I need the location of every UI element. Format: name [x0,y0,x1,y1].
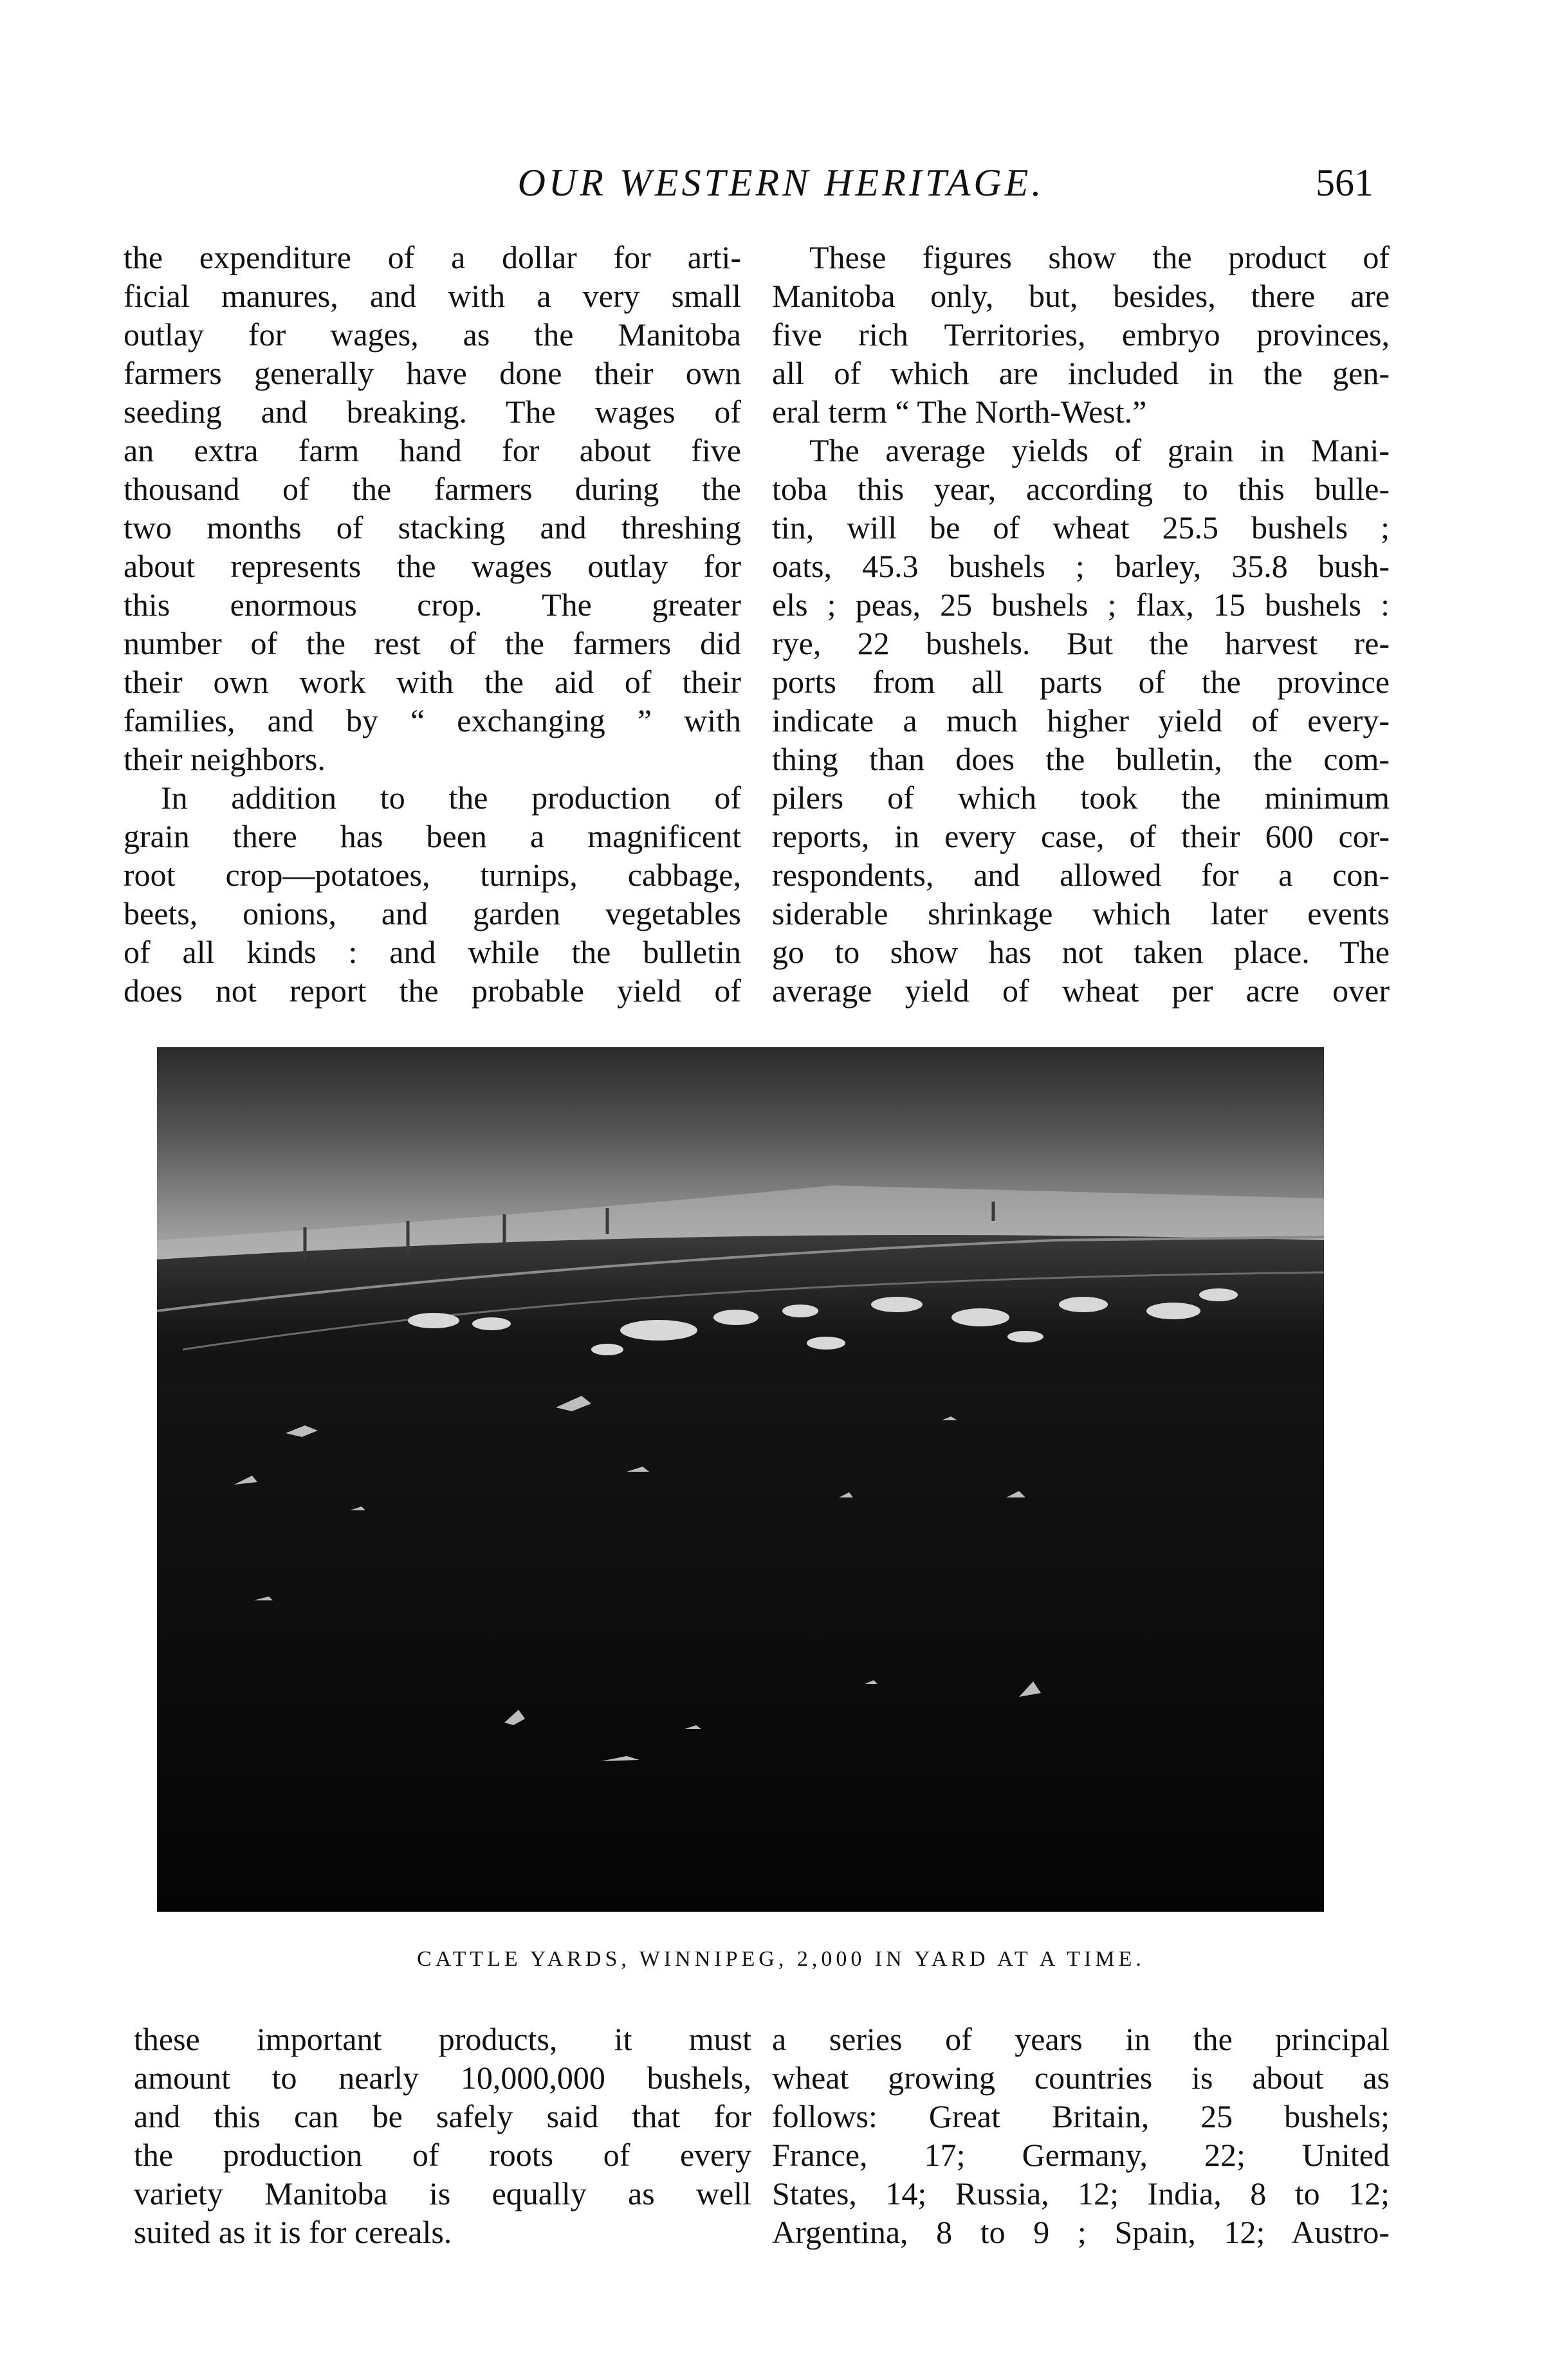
text-line: of all kinds : and while the bulletin [124,934,741,970]
text-line: ports from all parts of the province [772,664,1390,700]
text-line: follows: Great Britain, 25 bushels; [772,2098,1390,2134]
running-header [0,161,1562,212]
text-line: and this can be safely said that for [134,2098,751,2134]
text-line: their own work with the aid of their [124,664,741,700]
column-bottom-right [772,2020,1390,2251]
text-line: wheat growing countries is about as [772,2060,1390,2096]
text-line: seeding and breaking. The wages of [124,394,741,430]
text-line: about represents the wages outlay for [124,548,741,584]
text-line: eral term “ The North-West.” [772,394,1147,430]
text-line: respondents, and allowed for a con- [772,857,1390,893]
running-title: OUR WESTERN HERITAGE. [517,161,1045,204]
text-line: toba this year, according to this bulle- [772,471,1390,507]
text-line: go to show has not taken place. The [772,934,1390,970]
text-line: The average yields of grain in Mani- [809,432,1390,468]
text-line: thousand of the farmers during the [124,471,741,507]
text-line: an extra farm hand for about five [124,432,741,468]
column-bottom-left [134,2020,751,2251]
text-line: this enormous crop. The greater [124,587,741,623]
text-line: ficial manures, and with a very small [124,278,741,314]
text-line: number of the rest of the farmers did [124,625,741,661]
text-line: their neighbors. [124,741,326,777]
text-line: thing than does the bulletin, the com- [772,741,1390,777]
text-line: the expenditure of a dollar for arti- [124,239,741,275]
text-line: families, and by “ exchanging ” with [124,702,741,738]
text-line: grain there has been a magnificent [124,818,741,854]
figure-caption: CATTLE YARDS, WINNIPEG, 2,000 IN YARD AT A TIME. [417,1947,1145,1971]
photo-illustration [157,1047,1324,1912]
cattle-yards-photograph [157,1047,1324,1912]
text-line: two months of stacking and threshing [124,509,741,545]
text-line: In addition to the production of [161,780,741,816]
page-number: 561 [1316,161,1374,204]
text-line: these important products, it must [134,2021,751,2057]
text-line: beets, onions, and garden vegetables [124,895,741,931]
text-line: oats, 45.3 bushels ; barley, 35.8 bush- [772,548,1390,584]
text-line: does not report the probable yield of [124,973,741,1009]
column-top-right [772,238,1390,1010]
text-line: variety Manitoba is equally as well [134,2175,751,2211]
text-line: tin, will be of wheat 25.5 bushels ; [772,509,1390,545]
text-line: suited as it is for cereals. [134,2214,452,2250]
text-line: all of which are included in the gen- [772,355,1390,391]
text-line: els ; peas, 25 bushels ; flax, 15 bushels : [772,587,1390,623]
text-line: rye, 22 bushels. But the harvest re- [772,625,1390,661]
text-line: These figures show the product of [809,239,1390,275]
text-line: the production of roots of every [134,2137,751,2173]
text-line: average yield of wheat per acre over [772,973,1390,1009]
text-line: Manitoba only, but, besides, there are [772,278,1390,314]
text-line: States, 14; Russia, 12; India, 8 to 12; [772,2175,1390,2211]
text-line: amount to nearly 10,000,000 bushels, [134,2060,751,2096]
text-line: pilers of which took the minimum [772,780,1390,816]
text-line: siderable shrinkage which later events [772,895,1390,931]
text-line: reports, in every case, of their 600 cor- [772,818,1390,854]
text-line: farmers generally have done their own [124,355,741,391]
text-line: indicate a much higher yield of every- [772,702,1390,738]
text-line: Argentina, 8 to 9 ; Spain, 12; Austro- [772,2214,1390,2250]
text-line: five rich Territories, embryo provinces, [772,316,1390,352]
text-line: France, 17; Germany, 22; United [772,2137,1390,2173]
text-line: outlay for wages, as the Manitoba [124,316,741,352]
text-line: a series of years in the principal [772,2021,1390,2057]
text-line: root crop—potatoes, turnips, cabbage, [124,857,741,893]
column-top-left [124,238,741,1010]
